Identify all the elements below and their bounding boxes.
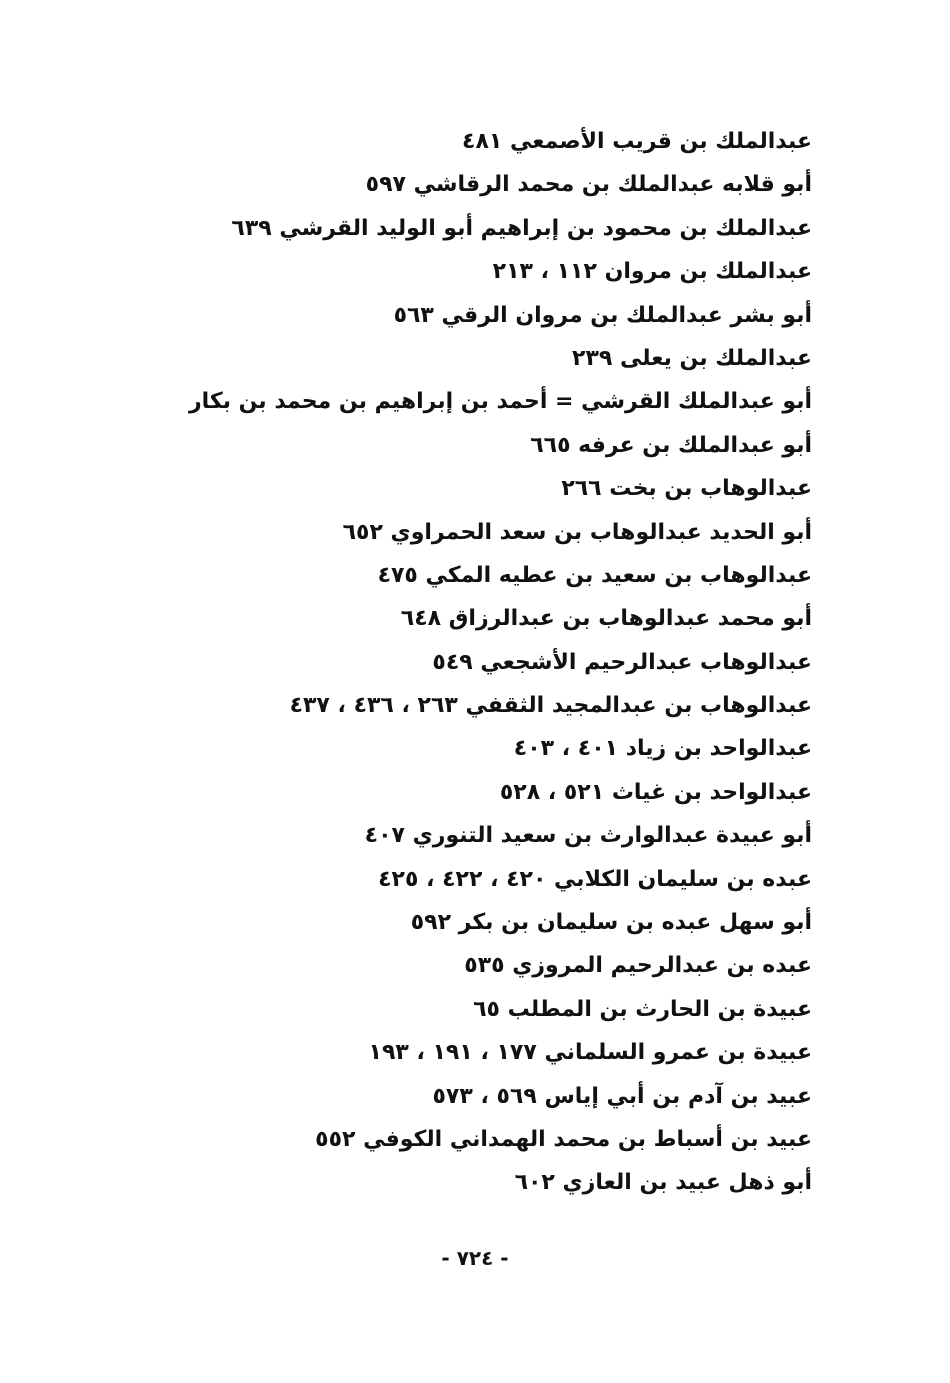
index-entry: عبدالواحد بن زياد ٤٠١ ، ٤٠٣ <box>513 736 812 762</box>
index-entry: عبدالوهاب بن بخت ٢٦٦ <box>561 476 812 502</box>
index-entry: أبو بشر عبدالملك بن مروان الرقي ٥٦٣ <box>393 302 812 328</box>
index-entry: عبده بن عبدالرحيم المروزي ٥٣٥ <box>464 953 812 979</box>
index-entry: أبو الحديد عبدالوهاب بن سعد الحمراوي ٦٥٢ <box>342 519 812 545</box>
index-entry: عبدالوهاب بن عبدالمجيد الثقفي ٢٦٣ ، ٤٣٦ ، ٤٣٧ <box>289 693 812 719</box>
index-entry: عبيدة بن عمرو السلماني ١٧٧ ، ١٩١ ، ١٩٣ <box>368 1040 812 1066</box>
index-entry: أبو قلابه عبدالملك بن محمد الرقاشي ٥٩٧ <box>365 172 812 198</box>
index-entry: عبيدة بن الحارث بن المطلب ٦٥ <box>473 996 812 1022</box>
index-entry: عبده بن سليمان الكلابي ٤٢٠ ، ٤٢٢ ، ٤٢٥ <box>378 866 812 892</box>
index-entry: أبو عبيدة عبدالوارث بن سعيد التنوري ٤٠٧ <box>364 823 812 849</box>
index-entry: أبو سهل عبده بن سليمان بن بكر ٥٩٢ <box>410 910 812 936</box>
index-entry: أبو ذهل عبيد بن العازي ٦٠٢ <box>514 1170 812 1196</box>
index-entry: عبدالملك بن يعلى ٢٣٩ <box>572 345 812 371</box>
index-entry: عبيد بن أسباط بن محمد الهمداني الكوفي ٥٥٢ <box>315 1126 812 1152</box>
index-entry: عبدالملك بن مروان ١١٢ ، ٢١٣ <box>492 259 812 285</box>
index-entry: عبدالوهاب عبدالرحيم الأشجعي ٥٤٩ <box>432 649 812 675</box>
index-entry: عبدالواحد بن غياث ٥٢١ ، ٥٢٨ <box>499 779 812 805</box>
index-entry: أبو عبدالملك القرشي = أحمد بن إبراهيم بن محمد بن بكار <box>188 389 812 415</box>
page-number: - ٧٢٤ - <box>441 1246 509 1270</box>
index-entry: أبو محمد عبدالوهاب بن عبدالرزاق ٦٤٨ <box>400 606 812 632</box>
index-entry: أبو عبدالملك بن عرفه ٦٦٥ <box>530 432 812 458</box>
index-entry: عبدالملك بن قريب الأصمعي ٤٨١ <box>462 129 812 154</box>
index-entry: عبدالملك بن محمود بن إبراهيم أبو الوليد القرشي ٦٣٩ <box>231 215 812 241</box>
name-index-list <box>188 120 812 1205</box>
index-entry: عبدالوهاب بن سعيد بن عطيه المكي ٤٧٥ <box>377 562 812 588</box>
index-entry: عبيد بن آدم بن أبي إياس ٥٦٩ ، ٥٧٣ <box>432 1083 812 1109</box>
